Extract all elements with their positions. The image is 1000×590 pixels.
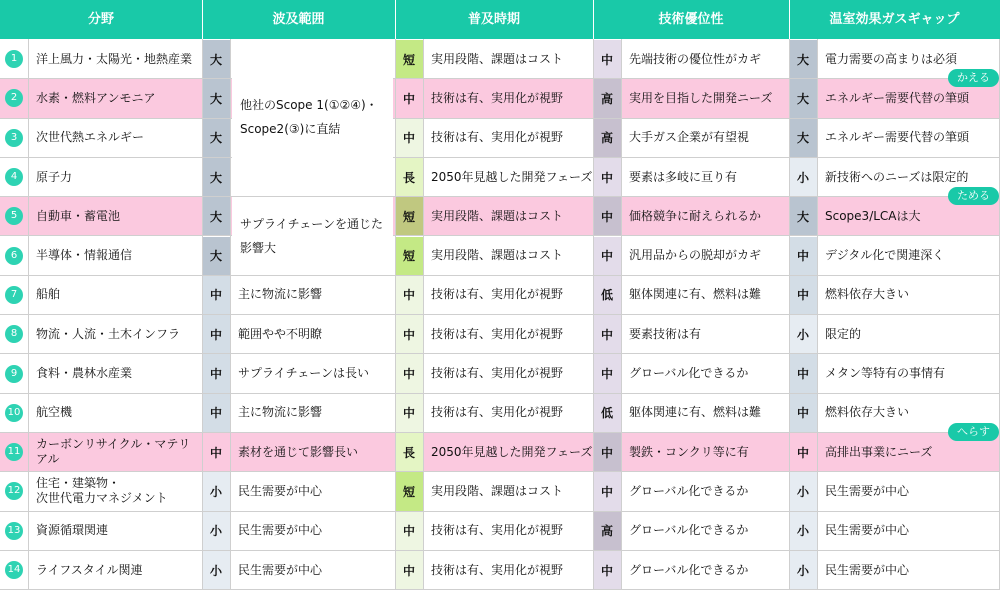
gap-description: 民生需要が中心 — [825, 523, 910, 538]
row-number-cell — [0, 276, 28, 314]
table-row — [0, 512, 1000, 551]
reach-level: 大 — [202, 237, 230, 275]
tech-description: グローバル化できるか — [629, 483, 749, 498]
reach-description: 民生需要が中心 — [238, 562, 323, 577]
reach-description: 素材を通じて影響長い — [238, 444, 359, 459]
row-number-badge: 13 — [5, 522, 23, 540]
gap-description: 燃料依存大きい — [825, 287, 910, 302]
timing-level: 中 — [395, 394, 423, 432]
reach-level: 大 — [202, 158, 230, 196]
tech-description: 躯体関連に有、燃料は難 — [629, 287, 762, 302]
reach-level: 大 — [202, 119, 230, 157]
table-row — [0, 237, 1000, 276]
field-name: 原子力 — [36, 169, 73, 184]
field-name: 洋上風力・太陽光・地熱産業 — [36, 51, 193, 66]
header-reach: 波及範囲 — [272, 12, 325, 27]
gap-level: 小 — [789, 315, 817, 353]
gap-description: 高排出事業にニーズ — [825, 444, 933, 459]
gap-level: 中 — [789, 354, 817, 392]
timing-level: 中 — [402, 91, 415, 106]
column-divider — [202, 39, 203, 590]
header-gap: 温室効果ガスギャップ — [829, 12, 960, 27]
category-tag: へらす — [948, 423, 999, 441]
timing-description: 技術は有、実用化が視野 — [431, 287, 564, 302]
gap-level: 小 — [789, 512, 817, 550]
reach-level: 中 — [202, 354, 230, 392]
gap-description: 民生需要が中心 — [825, 562, 910, 577]
header-divider — [789, 0, 790, 39]
field-name: 半導体・情報通信 — [36, 248, 133, 263]
row-number-cell — [0, 354, 28, 392]
timing-description: 技術は有、実用化が視野 — [431, 90, 564, 105]
column-divider — [593, 39, 594, 590]
row-number-badge: 10 — [5, 404, 23, 422]
row-number-cell — [0, 79, 28, 117]
timing-level: 中 — [395, 119, 423, 157]
tech-level: 高 — [593, 119, 621, 157]
table-row — [0, 354, 1000, 393]
gap-level: 大 — [789, 197, 817, 235]
field-name: 資源循環関連 — [36, 523, 109, 538]
tech-level: 中 — [593, 197, 621, 235]
reach-merged-supply: サプライチェーンを通じた影響大 — [232, 197, 393, 275]
tech-level: 高 — [593, 512, 621, 550]
timing-description: 技術は有、実用化が視野 — [431, 326, 564, 341]
reach-level: 大 — [202, 40, 230, 78]
tech-level: 中 — [593, 354, 621, 392]
field-name-wrap — [36, 476, 168, 506]
tech-description: グローバル化できるか — [629, 523, 749, 538]
row-number-cell — [0, 158, 28, 196]
column-divider — [789, 39, 790, 590]
timing-level: 短 — [395, 40, 423, 78]
gap-description: エネルギー需要代替の筆頭 — [825, 130, 970, 145]
row-number-cell — [0, 237, 28, 275]
row-number-cell — [0, 119, 28, 157]
tech-description: 大手ガス企業が有望視 — [629, 130, 750, 145]
row-number-badge: 14 — [5, 561, 23, 579]
gap-level: 小 — [789, 551, 817, 589]
timing-level: 短 — [395, 237, 423, 275]
tech-description: 製鉄・コンクリ等に有 — [629, 444, 749, 459]
gap-description: メタン等特有の事情有 — [825, 366, 946, 381]
table-row — [0, 276, 1000, 315]
tech-description: 躯体関連に有、燃料は難 — [629, 405, 762, 420]
field-name: 食料・農林水産業 — [36, 366, 133, 381]
table-row — [0, 197, 1000, 236]
row-number-cell — [0, 551, 28, 589]
gap-level: 大 — [789, 119, 817, 157]
field-name-line2: 次世代電力マネジメント — [36, 491, 168, 506]
gap-description: 限定的 — [825, 326, 862, 341]
gap-level: 大 — [789, 79, 817, 117]
column-divider — [28, 39, 29, 590]
row-number-badge: 9 — [5, 365, 23, 383]
timing-description: 実用段階、課題はコスト — [431, 208, 564, 223]
field-name: カーボンリサイクル・マテリアル — [36, 437, 191, 467]
tech-description: 価格競争に耐えられるか — [629, 208, 762, 223]
column-divider — [423, 39, 424, 590]
reach-description: 主に物流に影響 — [238, 287, 323, 302]
column-divider — [395, 39, 396, 590]
timing-description: 実用段階、課題はコスト — [431, 51, 564, 66]
tech-description: 要素技術は有 — [629, 326, 702, 341]
tech-level: 低 — [593, 276, 621, 314]
table-row — [0, 394, 1000, 433]
timing-description: 実用段階、課題はコスト — [431, 483, 564, 498]
row-number-badge: 3 — [5, 129, 23, 147]
header-field: 分野 — [87, 12, 114, 27]
reach-level: 中 — [202, 315, 230, 353]
gap-level: 中 — [789, 394, 817, 432]
tech-level: 中 — [593, 315, 621, 353]
timing-level: 中 — [395, 512, 423, 550]
row-number-cell — [0, 197, 28, 235]
tech-level: 中 — [593, 472, 621, 510]
tech-level: 低 — [593, 394, 621, 432]
gap-description: デジタル化で関連深く — [825, 248, 945, 263]
timing-level: 長 — [395, 158, 423, 196]
header-tech: 技術優位性 — [658, 12, 724, 27]
row-number-cell — [0, 433, 28, 471]
row-number-cell — [0, 394, 28, 432]
timing-level: 中 — [395, 276, 423, 314]
timing-level: 中 — [395, 551, 423, 589]
field-name: 船舶 — [36, 287, 61, 302]
row-number-badge: 4 — [5, 168, 23, 186]
tech-description: 汎用品からの脱却がカギ — [629, 248, 762, 263]
reach-merged-scope: 他社のScope 1(①②④)・Scope2(③)に直結 — [232, 40, 393, 196]
row-number-badge: 6 — [5, 247, 23, 265]
table-row — [0, 315, 1000, 354]
gap-description: 電力需要の高まりは必須 — [825, 51, 958, 66]
timing-description: 技術は有、実用化が視野 — [431, 562, 564, 577]
row-number-badge: 1 — [5, 50, 23, 68]
gap-description: 新技術へのニーズは限定的 — [825, 169, 969, 184]
tech-description: 要素は多岐に亘り有 — [629, 169, 738, 184]
timing-description: 技術は有、実用化が視野 — [431, 366, 564, 381]
gap-level: 大 — [789, 40, 817, 78]
table-row — [0, 472, 1000, 511]
header-timing: 普及時期 — [467, 12, 520, 27]
header-divider — [202, 0, 203, 39]
reach-description: 範囲やや不明瞭 — [238, 326, 323, 341]
field-name: ライフスタイル関連 — [36, 562, 143, 577]
tech-level: 中 — [593, 40, 621, 78]
tech-level: 中 — [593, 433, 621, 471]
table-row — [0, 79, 1000, 118]
table-row — [0, 119, 1000, 158]
row-number-badge: 7 — [5, 286, 23, 304]
timing-description: 2050年見越した開発フェーズ — [431, 444, 593, 459]
table-header — [0, 0, 1000, 39]
reach-level: 大 — [202, 197, 230, 235]
row-number-cell — [0, 40, 28, 78]
row-number-badge: 2 — [5, 89, 23, 107]
table-row — [0, 433, 1000, 472]
row-number-badge: 11 — [5, 443, 23, 461]
header-divider — [593, 0, 594, 39]
gap-description: エネルギー需要代替の筆頭 — [825, 90, 970, 105]
field-name: 自動車・蓄電池 — [36, 208, 121, 223]
gap-description: Scope3/LCAは大 — [825, 208, 921, 223]
reach-description: 民生需要が中心 — [238, 523, 323, 538]
gap-description: 民生需要が中心 — [825, 483, 910, 498]
reach-level: 小 — [202, 512, 230, 550]
timing-description: 技術は有、実用化が視野 — [431, 130, 564, 145]
reach-level: 大 — [202, 79, 230, 117]
tech-description: 実用を目指した開発ニーズ — [629, 90, 773, 105]
column-divider — [817, 39, 818, 590]
field-name: 水素・燃料アンモニア — [36, 90, 156, 105]
timing-description: 技術は有、実用化が視野 — [431, 405, 564, 420]
tech-level: 中 — [593, 158, 621, 196]
timing-level: 中 — [395, 354, 423, 392]
header-divider — [395, 0, 396, 39]
timing-level: 長 — [395, 433, 423, 471]
tech-description: グローバル化できるか — [629, 366, 749, 381]
timing-level: 短 — [395, 472, 423, 510]
column-divider — [230, 39, 231, 590]
gap-level: 小 — [789, 472, 817, 510]
field-name: 航空機 — [36, 405, 73, 420]
timing-description: 技術は有、実用化が視野 — [431, 523, 564, 538]
category-tag: かえる — [948, 69, 999, 87]
reach-level: 中 — [209, 445, 222, 460]
timing-level: 短 — [395, 197, 423, 235]
timing-description: 2050年見越した開発フェーズ — [431, 169, 593, 184]
tech-description: グローバル化できるか — [629, 562, 749, 577]
row-number-cell — [0, 512, 28, 550]
row-number-badge: 8 — [5, 325, 23, 343]
tech-level: 中 — [593, 237, 621, 275]
table-row — [0, 158, 1000, 197]
tech-level: 高 — [593, 79, 621, 117]
field-name — [28, 472, 202, 510]
row-number-cell — [0, 472, 28, 510]
gap-level: 中 — [789, 237, 817, 275]
row-number-cell — [0, 315, 28, 353]
field-name: 物流・人流・土木インフラ — [36, 326, 181, 341]
gap-description: 燃料依存大きい — [825, 405, 910, 420]
tech-description: 先端技術の優位性がカギ — [629, 51, 762, 66]
tech-level: 中 — [593, 551, 621, 589]
timing-description: 実用段階、課題はコスト — [431, 248, 564, 263]
gap-level: 中 — [789, 276, 817, 314]
gap-level: 中 — [796, 445, 809, 460]
reach-level: 小 — [202, 551, 230, 589]
category-tag: ためる — [948, 187, 999, 205]
reach-level: 中 — [202, 276, 230, 314]
reach-description: サプライチェーンは長い — [238, 366, 370, 381]
table-row — [0, 40, 1000, 79]
reach-description: 民生需要が中心 — [238, 483, 323, 498]
field-name-line1: 住宅・建築物・ — [36, 476, 121, 491]
table-row — [0, 551, 1000, 590]
reach-description: 主に物流に影響 — [238, 405, 323, 420]
row-number-badge: 5 — [5, 207, 23, 225]
gap-level: 小 — [789, 158, 817, 196]
row-number-badge: 12 — [5, 482, 23, 500]
column-divider — [621, 39, 622, 590]
reach-level: 中 — [202, 394, 230, 432]
timing-level: 中 — [395, 315, 423, 353]
field-name: 次世代熱エネルギー — [36, 130, 145, 145]
reach-level: 小 — [202, 472, 230, 510]
